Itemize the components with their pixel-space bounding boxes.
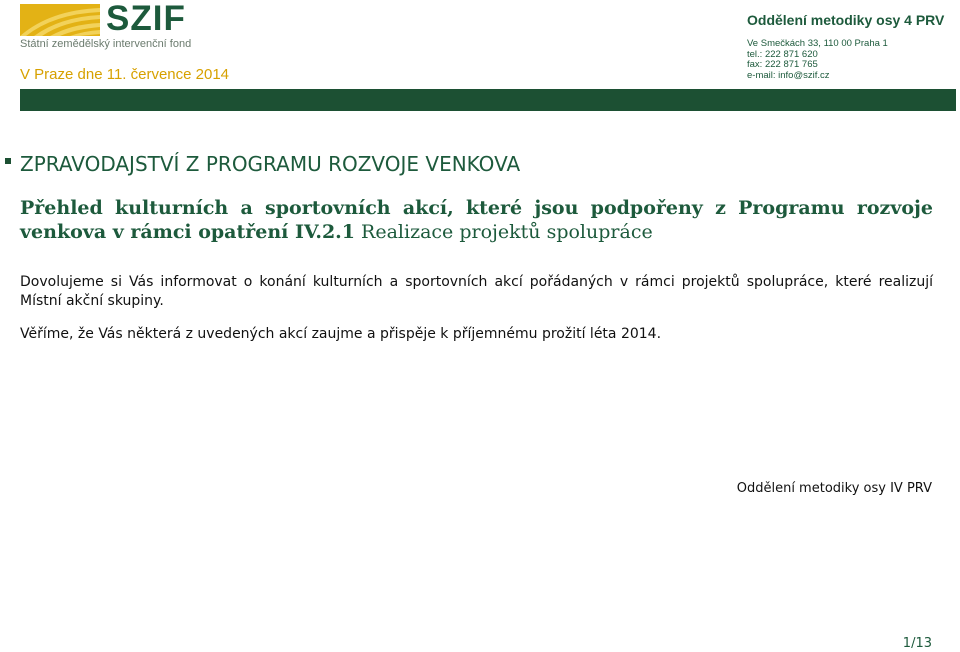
signature: Oddělení metodiky osy IV PRV (736, 481, 932, 496)
closing-paragraph: Věříme, že Vás některá z uvedených akcí zaujme a přispěje k příjemnému prožití léta 2014. (20, 326, 662, 342)
header-divider-bar (20, 89, 956, 111)
szif-logo-icon (20, 4, 100, 36)
contact-tel: tel.: 222 871 620 (747, 49, 818, 60)
subheading-regular-part: Realizace projektů spolupráce (355, 221, 653, 243)
page-number: 1/13 (902, 636, 932, 651)
contact-fax: fax: 222 871 765 (747, 59, 818, 70)
contact-email: e-mail: info@szif.cz (747, 70, 830, 81)
document-subheading (20, 196, 933, 244)
subheading-bold-part: Přehled kulturních a sportovních akcí, které jsou podpořeny z Programu rozvoje venkova v rámci opatření IV.2.1 (20, 197, 933, 243)
intro-paragraph: Dovolujeme si Vás informovat o konání kulturních a sportovních akcí pořádaných v rámci projektů spolupráce, které realizují Místní akční skupiny. (20, 274, 933, 309)
logo-wordmark: SZIF (106, 0, 186, 38)
contact-address: Ve Smečkách 33, 110 00 Praha 1 (747, 38, 888, 49)
logo-subtitle: Státní zemědělský intervenční fond (20, 38, 192, 50)
section-heading: ZPRAVODAJSTVÍ Z PROGRAMU ROZVOJE VENKOVA (20, 152, 521, 176)
document-date: V Praze dne 11. července 2014 (20, 66, 230, 83)
department-title: Oddělení metodiky osy 4 PRV (747, 12, 945, 28)
bullet-icon (5, 158, 11, 164)
